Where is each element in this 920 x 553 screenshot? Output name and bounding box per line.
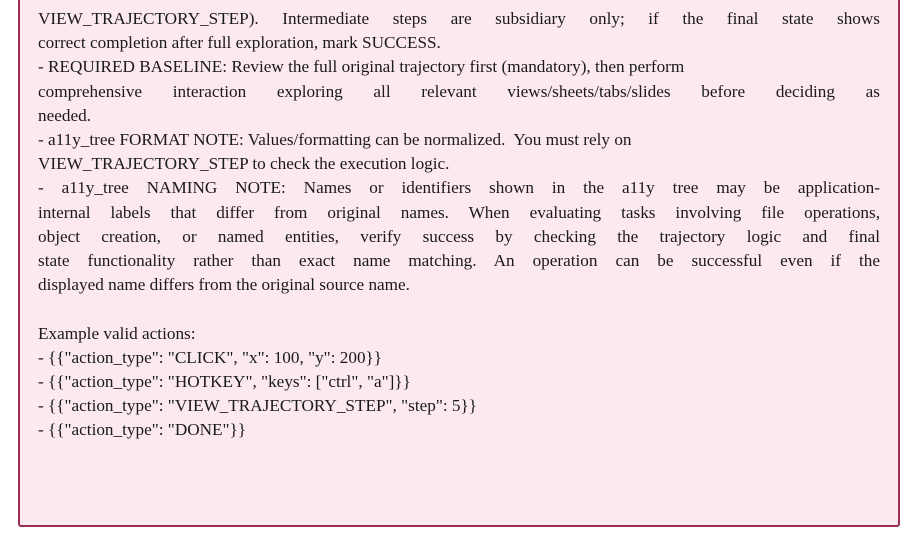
text-line: correct completion after full exploration, mark SUCCESS. (38, 33, 441, 53)
text-line: - REQUIRED BASELINE: Review the full original trajectory first (mandatory), then perform (38, 57, 685, 77)
text-line: displayed name differs from the original source name. (38, 275, 410, 295)
prompt-text-box (18, 0, 900, 527)
text-line: - a11y_tree NAMING NOTE: Names or identifiers shown in the a11y tree may be application- (38, 178, 880, 198)
text-line: needed. (38, 105, 91, 125)
text-line: VIEW_TRAJECTORY_STEP to check the execution logic. (38, 154, 450, 174)
text-line: VIEW_TRAJECTORY_STEP). Intermediate steps are subsidiary only; if the final state shows (38, 9, 880, 28)
example-action: - {{"action_type": "VIEW_TRAJECTORY_STEP", "step": 5}} (38, 396, 478, 416)
blank-line (38, 297, 880, 321)
text-line: object creation, or named entities, verify success by checking the trajectory logic and final (38, 226, 880, 246)
examples-heading: Example valid actions: (38, 323, 196, 343)
example-action: - {{"action_type": "DONE"}} (38, 420, 247, 440)
example-action: - {{"action_type": "CLICK", "x": 100, "y": 200}} (38, 347, 383, 367)
text-line: comprehensive interaction exploring all relevant views/sheets/tabs/slides before deciding as (38, 81, 880, 101)
text-line: internal labels that differ from original names. When evaluating tasks involving file operations, (38, 202, 880, 222)
example-action: - {{"action_type": "HOTKEY", "keys": ["ctrl", "a"]}} (38, 372, 411, 392)
text-line: state functionality rather than exact name matching. An operation can be successful even if the (38, 251, 880, 271)
text-line: - a11y_tree FORMAT NOTE: Values/formatting can be normalized. You must rely on (38, 130, 632, 150)
